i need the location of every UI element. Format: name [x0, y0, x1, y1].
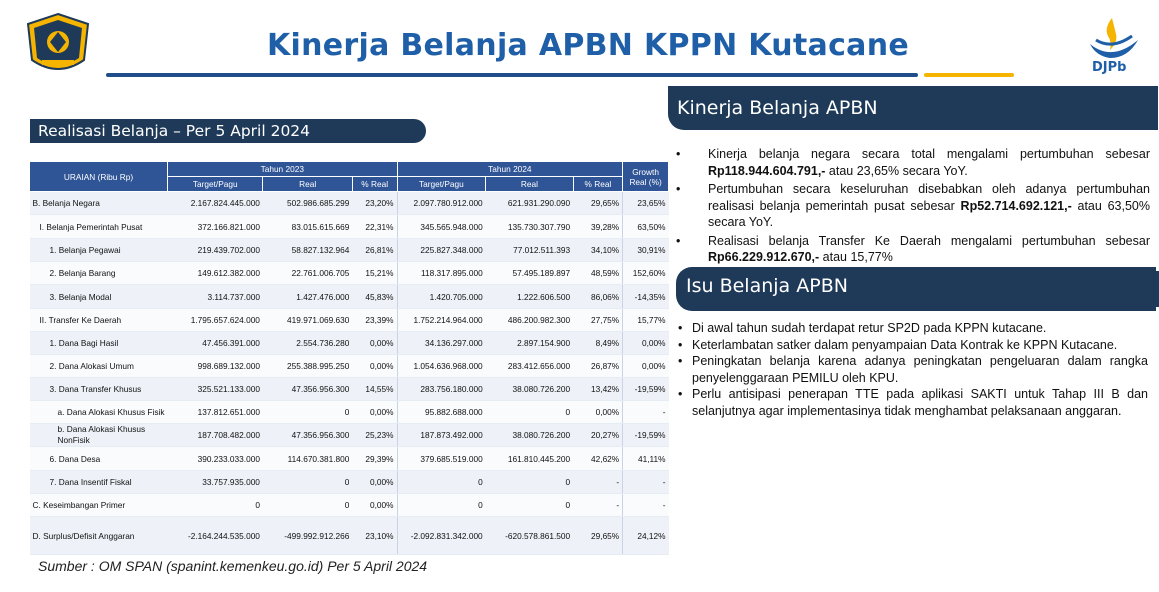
cell-g: -19,59% — [623, 378, 669, 401]
cell-g: 0,00% — [623, 332, 669, 355]
row-label: 2. Dana Alokasi Umum — [30, 355, 168, 378]
isu-heading-bar — [676, 267, 1156, 311]
cell-t23: 137.812.651.000 — [168, 401, 263, 424]
col-pct-2023: % Real — [352, 177, 397, 192]
table-row — [30, 517, 669, 555]
table-row — [30, 471, 669, 494]
djpb-logo-text: DJPb — [1092, 60, 1127, 75]
cell-g: 0,00% — [623, 355, 669, 378]
cell-t24: 345.565.948.000 — [397, 215, 486, 239]
row-label: 2. Belanja Barang — [30, 262, 168, 285]
row-label: C. Keseimbangan Primer — [30, 494, 168, 517]
cell-r24: 2.897.154.900 — [486, 332, 573, 355]
table-row — [30, 401, 669, 424]
cell-g: -14,35% — [623, 285, 669, 309]
cell-p23: 26,81% — [352, 239, 397, 262]
cell-t24: 1.420.705.000 — [397, 285, 486, 309]
row-label: a. Dana Alokasi Khusus Fisik — [30, 401, 168, 424]
cell-p23: 0,00% — [352, 494, 397, 517]
cell-r23: 58.827.132.964 — [263, 239, 352, 262]
table-row — [30, 378, 669, 401]
table-row — [30, 447, 669, 471]
row-label: 1. Dana Bagi Hasil — [30, 332, 168, 355]
cell-r24: 0 — [486, 494, 573, 517]
cell-r23: 0 — [263, 471, 352, 494]
source-note: Sumber : OM SPAN (spanint.kemenkeu.go.id) Per 5 April 2024 — [38, 558, 428, 574]
cell-t23: -2.164.244.535.000 — [168, 517, 263, 555]
cell-p24: 29,65% — [573, 517, 623, 555]
cell-r24: -620.578.861.500 — [486, 517, 573, 555]
table-row — [30, 309, 669, 332]
kinerja-heading-bar — [668, 86, 1158, 130]
cell-t23: 372.166.821.000 — [168, 215, 263, 239]
cell-g: 15,77% — [623, 309, 669, 332]
kinerja-bullet: • Pertumbuhan secara keseluruhan disebabkan oleh adanya pertumbuhan realisasi belanja pemerintah pusat sebesar Rp52.714.692.121,- atau 63,50% secara YoY. — [708, 181, 1150, 231]
cell-r24: 38.080.726.200 — [486, 424, 573, 447]
row-label: b. Dana Alokasi Khusus NonFisik — [30, 424, 168, 447]
cell-p23: 23,10% — [352, 517, 397, 555]
cell-r24: 621.931.290.090 — [486, 192, 573, 215]
table-row — [30, 215, 669, 239]
cell-p23: 45,83% — [352, 285, 397, 309]
cell-p24: 42,62% — [573, 447, 623, 471]
cell-t24: 1.752.214.964.000 — [397, 309, 486, 332]
cell-r23: 0 — [263, 401, 352, 424]
cell-p23: 22,31% — [352, 215, 397, 239]
cell-t24: -2.092.831.342.000 — [397, 517, 486, 555]
realisasi-table — [29, 161, 669, 555]
col-real-2023: Real — [263, 177, 352, 192]
cell-t24: 0 — [397, 494, 486, 517]
cell-t24: 187.873.492.000 — [397, 424, 486, 447]
cell-p24: - — [573, 494, 623, 517]
cell-r23: 2.554.736.280 — [263, 332, 352, 355]
table-row — [30, 355, 669, 378]
table-row — [30, 239, 669, 262]
cell-t24: 283.756.180.000 — [397, 378, 486, 401]
cell-t23: 390.233.033.000 — [168, 447, 263, 471]
cell-g: -19,59% — [623, 424, 669, 447]
cell-g: - — [623, 494, 669, 517]
cell-p23: 0,00% — [352, 355, 397, 378]
cell-t23: 219.439.702.000 — [168, 239, 263, 262]
cell-t24: 0 — [397, 471, 486, 494]
cell-p23: 0,00% — [352, 332, 397, 355]
cell-r23: 47.356.956.300 — [263, 424, 352, 447]
row-label: II. Transfer Ke Daerah — [30, 309, 168, 332]
cell-p23: 25,23% — [352, 424, 397, 447]
cell-t24: 225.827.348.000 — [397, 239, 486, 262]
cell-r23: 1.427.476.000 — [263, 285, 352, 309]
kinerja-heading: Kinerja Belanja APBN — [677, 97, 878, 119]
title-underline-gold — [924, 73, 1014, 77]
col-group-2023: Tahun 2023 — [168, 162, 398, 177]
cell-t24: 118.317.895.000 — [397, 262, 486, 285]
cell-t23: 998.689.132.000 — [168, 355, 263, 378]
cell-g: 23,65% — [623, 192, 669, 215]
cell-p24: 39,28% — [573, 215, 623, 239]
cell-p24: 20,27% — [573, 424, 623, 447]
cell-p24: 48,59% — [573, 262, 623, 285]
kinerja-bullet-list — [708, 146, 1150, 268]
cell-r23: 502.986.685.299 — [263, 192, 352, 215]
cell-p23: 0,00% — [352, 471, 397, 494]
table-row — [30, 192, 669, 215]
table-row — [30, 285, 669, 309]
page-title: Kinerja Belanja APBN KPPN Kutacane — [266, 28, 910, 63]
col-uraian: URAIAN (Ribu Rp) — [30, 162, 168, 192]
cell-r24: 77.012.511.393 — [486, 239, 573, 262]
cell-r24: 0 — [486, 471, 573, 494]
row-label: 7. Dana Insentif Fiskal — [30, 471, 168, 494]
cell-t24: 95.882.688.000 — [397, 401, 486, 424]
cell-t23: 187.708.482.000 — [168, 424, 263, 447]
isu-bullet: • Perlu antisipasi penerapan TTE pada aplikasi SAKTI untuk Tahap III B dan selanjutnya agar implementasinya tidak menghambat pelaksanaan anggaran. — [692, 386, 1148, 419]
cell-p24: 26,87% — [573, 355, 623, 378]
cell-r24: 486.200.982.300 — [486, 309, 573, 332]
cell-r23: 0 — [263, 494, 352, 517]
cell-r24: 0 — [486, 401, 573, 424]
cell-p24: 13,42% — [573, 378, 623, 401]
table-row — [30, 332, 669, 355]
cell-t24: 379.685.519.000 — [397, 447, 486, 471]
cell-p24: 29,65% — [573, 192, 623, 215]
cell-p23: 0,00% — [352, 401, 397, 424]
cell-p23: 15,21% — [352, 262, 397, 285]
cell-r23: -499.992.912.266 — [263, 517, 352, 555]
col-growth: Growth Real (%) — [623, 162, 669, 192]
cell-t23: 0 — [168, 494, 263, 517]
cell-r23: 22.761.006.705 — [263, 262, 352, 285]
cell-r24: 1.222.606.500 — [486, 285, 573, 309]
cell-g: 152,60% — [623, 262, 669, 285]
cell-r24: 283.412.656.000 — [486, 355, 573, 378]
cell-g: 30,91% — [623, 239, 669, 262]
cell-r23: 419.971.069.630 — [263, 309, 352, 332]
isu-bullet: • Di awal tahun sudah terdapat retur SP2D pada KPPN kutacane. — [692, 320, 1148, 337]
col-target-2024: Target/Pagu — [397, 177, 486, 192]
row-label: 3. Dana Transfer Khusus — [30, 378, 168, 401]
cell-g: - — [623, 401, 669, 424]
row-label: B. Belanja Negara — [30, 192, 168, 215]
cell-t24: 1.054.636.968.000 — [397, 355, 486, 378]
cell-g: 63,50% — [623, 215, 669, 239]
cell-t23: 1.795.657.624.000 — [168, 309, 263, 332]
cell-r23: 255.388.995.250 — [263, 355, 352, 378]
cell-p24: 0,00% — [573, 401, 623, 424]
kemenkeu-emblem-icon — [24, 12, 92, 78]
col-pct-2024: % Real — [573, 177, 623, 192]
cell-p23: 23,20% — [352, 192, 397, 215]
cell-r24: 161.810.445.200 — [486, 447, 573, 471]
cell-g: - — [623, 471, 669, 494]
cell-p24: - — [573, 471, 623, 494]
row-label: 3. Belanja Modal — [30, 285, 168, 309]
cell-t23: 325.521.133.000 — [168, 378, 263, 401]
row-label: 6. Dana Desa — [30, 447, 168, 471]
cell-t23: 33.757.935.000 — [168, 471, 263, 494]
cell-t24: 34.136.297.000 — [397, 332, 486, 355]
table-row — [30, 424, 669, 447]
col-group-2024: Tahun 2024 — [397, 162, 623, 177]
isu-bullet: • Keterlambatan satker dalam penyampaian Data Kontrak ke KPPN Kutacane. — [692, 337, 1148, 354]
cell-t23: 2.167.824.445.000 — [168, 192, 263, 215]
cell-p24: 34,10% — [573, 239, 623, 262]
kinerja-bullet: • Kinerja belanja negara secara total mengalami pertumbuhan sebesar Rp118.944.604.791,- atau 23,65% secara YoY. — [708, 146, 1150, 179]
cell-g: 24,12% — [623, 517, 669, 555]
row-label: 1. Belanja Pegawai — [30, 239, 168, 262]
realisasi-heading-bar — [30, 119, 426, 143]
cell-p23: 29,39% — [352, 447, 397, 471]
row-label: D. Surplus/Defisit Anggaran — [30, 517, 168, 555]
cell-r23: 47.356.956.300 — [263, 378, 352, 401]
cell-p24: 86,06% — [573, 285, 623, 309]
cell-r23: 83.015.615.669 — [263, 215, 352, 239]
cell-p23: 14,55% — [352, 378, 397, 401]
table-row — [30, 262, 669, 285]
cell-r24: 135.730.307.790 — [486, 215, 573, 239]
cell-r23: 114.670.381.800 — [263, 447, 352, 471]
col-target-2023: Target/Pagu — [168, 177, 263, 192]
realisasi-heading: Realisasi Belanja – Per 5 April 2024 — [38, 122, 311, 140]
isu-bullet: • Peningkatan belanja karena adanya peningkatan pengeluaran dalam rangka penyelenggaraan PEMILU oleh KPU. — [692, 353, 1148, 386]
cell-t23: 149.612.382.000 — [168, 262, 263, 285]
cell-p23: 23,39% — [352, 309, 397, 332]
cell-t23: 47.456.391.000 — [168, 332, 263, 355]
cell-r24: 57.495.189.897 — [486, 262, 573, 285]
cell-r24: 38.080.726.200 — [486, 378, 573, 401]
table-row — [30, 494, 669, 517]
title-underline-blue — [106, 73, 918, 77]
cell-g: 41,11% — [623, 447, 669, 471]
cell-p24: 8,49% — [573, 332, 623, 355]
isu-heading: Isu Belanja APBN — [686, 275, 848, 297]
cell-p24: 27,75% — [573, 309, 623, 332]
row-label: I. Belanja Pemerintah Pusat — [30, 215, 168, 239]
isu-bullet-list — [692, 320, 1148, 419]
cell-t24: 2.097.780.912.000 — [397, 192, 486, 215]
cell-t23: 3.114.737.000 — [168, 285, 263, 309]
kinerja-bullet: • Realisasi belanja Transfer Ke Daerah mengalami pertumbuhan sebesar Rp66.229.912.670,- atau 15,77% — [708, 233, 1150, 266]
col-real-2024: Real — [486, 177, 573, 192]
